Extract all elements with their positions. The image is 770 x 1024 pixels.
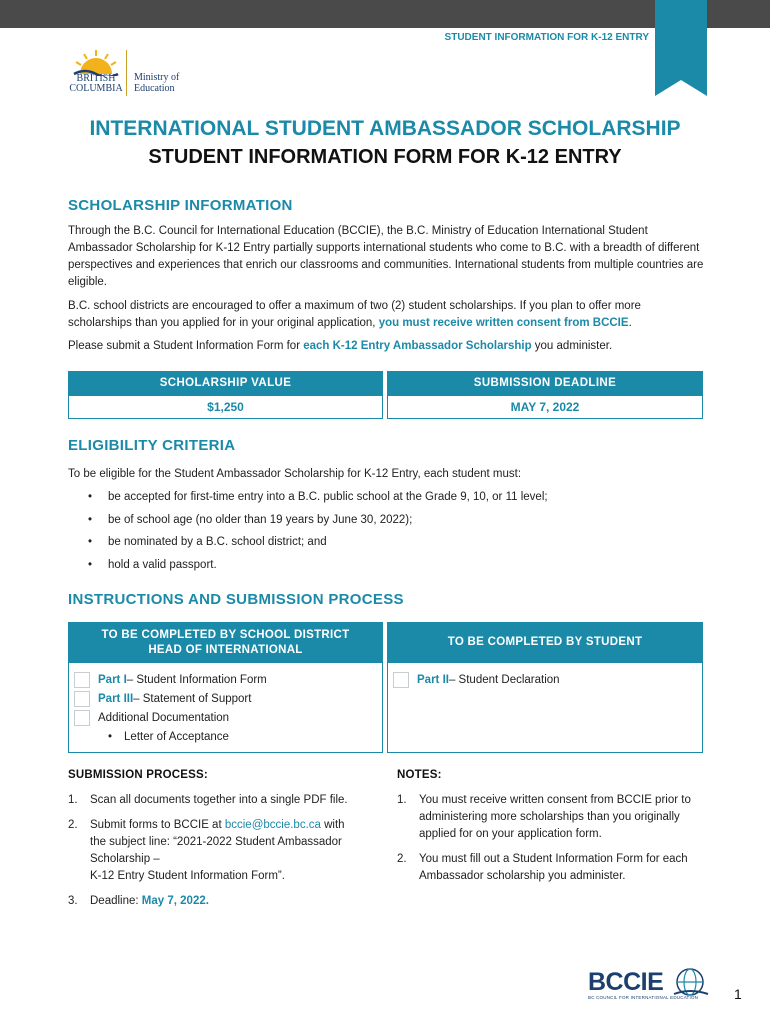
eligibility-list	[88, 486, 548, 576]
email-link[interactable]: bccie@bccie.bc.ca	[224, 819, 321, 831]
list-item: 1. You must receive written consent from BCCIE prior to administering more scholarships than you originally applied for on your application form.	[397, 794, 691, 840]
bookmark-ribbon	[655, 0, 707, 96]
submission-heading: SUBMISSION PROCESS:	[68, 769, 208, 781]
student-column-header: TO BE COMPLETED BY STUDENT	[387, 622, 703, 663]
eligibility-intro: To be eligible for the Student Ambassador Scholarship for K-12 Entry, each student must:	[68, 468, 522, 480]
instructions-heading: INSTRUCTIONS AND SUBMISSION PROCESS	[68, 591, 404, 608]
list-item: • be accepted for first-time entry into a B.C. public school at the Grade 9, 10, or 11 level;	[88, 486, 548, 509]
value-header: SCHOLARSHIP VALUE	[68, 371, 383, 395]
checkbox[interactable]	[74, 672, 90, 688]
eligibility-heading: ELIGIBILITY CRITERIA	[68, 437, 236, 454]
page-title: INTERNATIONAL STUDENT AMBASSADOR SCHOLARSHIP	[89, 117, 681, 140]
scholarship-value-table	[68, 371, 703, 419]
bc-ministry-logo	[68, 46, 198, 100]
submit-form-paragraph: Please submit a Student Information Form for each K-12 Entry Ambassador Scholarship you administer.	[68, 340, 613, 352]
deadline-header: SUBMISSION DEADLINE	[387, 371, 703, 395]
list-item: 3. Deadline: May 7, 2022.	[68, 895, 209, 907]
notes-heading: NOTES:	[397, 769, 442, 781]
list-item: 2. You must fill out a Student Information Form for each Ambassador scholarship you administer.	[397, 853, 688, 882]
checkbox[interactable]	[74, 691, 90, 707]
scholarship-paragraph: Through the B.C. Council for International Education (BCCIE), the B.C. Ministry of Education International Student Ambassador Scholarship for K-12 Entry partially supports international students who come to B.C. with a breadth of different perspectives and experiences that enrich our classrooms and communities. International students from multiple countries are eligible.	[68, 225, 704, 288]
deadline-cell: MAY 7, 2022	[387, 395, 703, 419]
header-tag: STUDENT INFORMATION FOR K-12 ENTRY	[444, 32, 649, 43]
scholarship-heading: SCHOLARSHIP INFORMATION	[68, 197, 293, 214]
list-item: 2. Submit forms to BCCIE at bccie@bccie.bc.ca with the subject line: “2021-2022 Student Ambassador Scholarship – K-12 Entry Student Information Form”.	[68, 819, 345, 882]
page-subtitle: STUDENT INFORMATION FORM FOR K-12 ENTRY	[148, 146, 622, 168]
checklist-item[interactable]: Part I – Student Information Form	[74, 670, 382, 689]
list-item: 1. Scan all documents together into a single PDF file.	[68, 794, 348, 806]
bc-wordmark: BRITISH COLUMBIA	[69, 73, 123, 94]
bccie-logo: BCCIE BC COUNCIL FOR INTERNATIONAL EDUCATION	[588, 966, 713, 1002]
student-checklist	[387, 663, 703, 753]
checklist-subitem: • Letter of Acceptance	[108, 730, 229, 743]
notes-list	[397, 792, 703, 893]
scholarship-limit-paragraph: B.C. school districts are encouraged to offer a maximum of two (2) student scholarships. If you plan to offer more scholarships than you applied for in your original application, you must receive written consent from BCCIE.	[68, 300, 641, 329]
list-item: • be of school age (no older than 19 years by June 30, 2022);	[88, 509, 548, 532]
bc-sun-icon	[68, 46, 124, 76]
checkbox[interactable]	[74, 710, 90, 726]
checklist-item[interactable]: Part II – Student Declaration	[393, 670, 702, 689]
submission-steps	[68, 792, 358, 918]
district-column-header: TO BE COMPLETED BY SCHOOL DISTRICT HEAD OF INTERNATIONAL	[68, 622, 383, 663]
instructions-table	[68, 622, 703, 753]
page-number: 1	[734, 986, 742, 1002]
ministry-wordmark: Ministry of Education	[134, 72, 180, 94]
list-item: • be nominated by a B.C. school district; and	[88, 531, 548, 554]
logo-divider	[126, 50, 127, 96]
district-checklist	[68, 663, 383, 753]
checklist-item[interactable]: Additional Documentation	[74, 708, 382, 727]
list-item: • hold a valid passport.	[88, 554, 548, 577]
value-cell: $1,250	[68, 395, 383, 419]
checkbox[interactable]	[393, 672, 409, 688]
checklist-item[interactable]: Part III – Statement of Support	[74, 689, 382, 708]
